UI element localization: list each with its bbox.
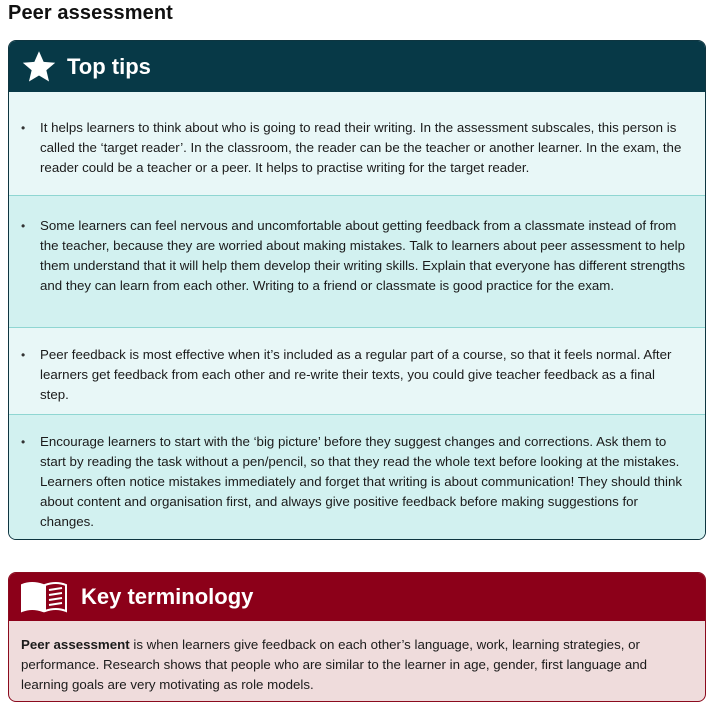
bullet: • [21, 348, 26, 362]
top-tips-panel [8, 40, 706, 540]
tip-text: It helps learners to think about who is going to read their writing. In the assessment subscales, this person is called the ‘target reader’. In the classroom, the reader can be the teacher or another learner. In the exam, the reader could be a teacher or a peer. It helps to practise writing for the target reader. [40, 120, 682, 175]
bullet: • [21, 435, 26, 449]
term-definition: is when learners give feedback on each other’s language, work, learning strategies, or performance. Research shows that people who are similar to the learner in age, gender, first language and learning goals are very motivating as role models. [21, 637, 648, 692]
bullet: • [21, 121, 26, 135]
tip-text: Encourage learners to start with the ‘big picture’ before they suggest changes and corrections. Ask them to start by reading the task without a pen/pencil, so that they read the whole text before looking at the mistakes. Learners often notice mistakes immediately and forget that writing is about communication! They should think about content and organisation first, and always give positive feedback before making suggestions for changes. [40, 434, 683, 529]
tip-item [9, 414, 705, 540]
tip-item [9, 92, 705, 195]
open-book-icon [19, 580, 69, 614]
star-icon [21, 49, 57, 85]
tip-item [9, 327, 705, 414]
top-tips-title: Top tips [67, 53, 151, 79]
key-terminology-header [9, 573, 705, 621]
key-terminology-panel [8, 572, 706, 702]
term-name: Peer assessment [21, 637, 130, 652]
terminology-definition [9, 621, 705, 695]
tip-text: Some learners can feel nervous and uncomfortable about getting feedback from a classmate instead of from the teacher, because they are worried about making mistakes. Talk to learners about peer assessment to help them understand that it will help them develop their writing skills. Explain that everyone has different strengths and they can learn from each other. Writing to a friend or classmate is good practice for the exam. [40, 218, 686, 293]
tip-text: Peer feedback is most effective when it’s included as a regular part of a course, so that it feels normal. After learners get feedback from each other and re-write their texts, you could give teacher feedback as a final step. [40, 347, 672, 402]
top-tips-header [9, 41, 705, 92]
tip-item [9, 195, 705, 327]
page-title: Peer assessment [8, 2, 173, 24]
bullet: • [21, 219, 26, 233]
key-terminology-title: Key terminology [81, 584, 254, 609]
